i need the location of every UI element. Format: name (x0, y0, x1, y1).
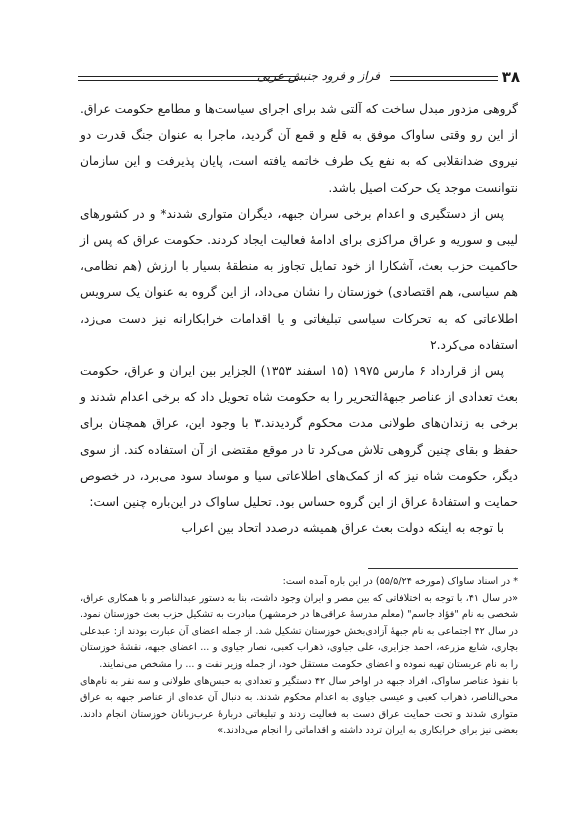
footnote-line: * در اسناد ساواک (مورخه ۵۵/۵/۲۴) در این باره آمده است: (282, 576, 518, 587)
footnotes (80, 574, 518, 740)
page-header (78, 68, 520, 90)
page-number: ۳۸ (501, 68, 520, 86)
running-title: فراز و فرود جنبش عربی (256, 69, 380, 83)
paragraph: پس از دستگیری و اعدام برخی سران جبهه، دیگران متواری شدند* و در کشورهای لیبی و سوریه و عراق مراکزی برای ادامهٔ فعالیت ایجاد کردند. حکومت عراق که پس از حاکمیت حزب بعث، آشکارا از خود تمایل تجاوز به منطقهٔ بسیار با ارزش (هم نظامی، هم سیاسی، هم اقتصادی) خوزستان را نشان می‌داد، از این گروه به عنوان یک سرویس اطلاعاتی که به تحرکات سیاسی تبلیغاتی و یا اقدامات خرابکارانه نیز دست می‌زد، استفاده می‌کرد.۲ (80, 206, 518, 352)
main-text (80, 96, 518, 541)
header-rule-left (78, 76, 298, 81)
paragraph: گروهی مزدور مبدل ساخت که آلتی شد برای اجرای سیاست‌ها و مطامع حکومت عراق. از این رو وقتی ساواک موفق به قلع و قمع آن گردید، ماجرا به عنوان جنگ قدرت دو نیروی ضدانقلابی که به نفع یک طرف خاتمه یافته است، پایان پذیرفت و این سازمان نتوانست موجد یک حرکت اصیل باشد. (80, 102, 518, 195)
header-rule-right (390, 76, 498, 81)
paragraph: پس از قرارداد ۶ مارس ۱۹۷۵ (۱۵ اسفند ۱۳۵۳) الجزایر بین ایران و عراق، حکومت بعث تعدادی از عناصر جبههٔ‌التحریر را به حکومت شاه تحویل داد که برخی اعدام شدند و برخی به زندان‌های طولانی مدت محکوم گردیدند.۳ با وجود این، عراق همچنان برای حفظ و بقای چنین گروهی تلاش می‌کرد تا در موقع مقتضی از آن استفاده کند. از سوی دیگر، حکومت شاه نیز که از کمک‌های اطلاعاتی سیا و موساد سود می‌برد، در خصوص حمایت و استفادهٔ عراق از این گروه حساس بود. تحلیل ساواک در این‌باره چنین است: (80, 364, 518, 510)
paragraph: با توجه به اینکه دولت بعث عراق همیشه درصدد اتحاد بین اعراب (181, 521, 504, 536)
footnote-line: «در سال ۴۱، با توجه به اختلافاتی که بین مصر و ایران وجود داشت، بنا به دستور عبدالناصر و با همکاری عراق، شخصی به نام "فؤاد جاسم" (معلم مدرسهٔ عراقی‌ها در خرمشهر) مبادرت به تشکیل حزب بعث خوزستان نمود. در سال ۴۲ اجتماعی به نام جبههٔ آزادی‌بخش خوزستان تشکیل شد. از جمله اعضای آن عبارت بودند از: عبدعلی بچاری، شایع مزرعه، احمد جزایری، علی جیاوی، ذهراب کعبی، نصار جیاوی و ... اعضای جبهه، نقشهٔ خوزستان را به نام عربستان تهیه نموده و اعضای حکومت مستقل خود، از جمله وزیر نفت و ... را مشخص می‌نمایند. (80, 592, 518, 670)
footnote-line: با نفوذ عناصر ساواک، افراد جبهه در اواخر سال ۴۲ دستگیر و تعدادی به حبس‌های طولانی و سه نفر به نام‌های محی‌الناصر، ذهراب کعبی و عیسی جیاوی به اعدام محکوم شدند. به دنبال آن عده‌ای از عناصر جبهه به عراق متواری شدند و تحت حمایت عراق دست به فعالیت زدند و تبلیغاتی دربارهٔ عرب‌زبانان خوزستان انجام دادند. بعضی نیز برای خرابکاری به ایران تردد داشته و اقداماتی را انجام می‌دادند.» (80, 675, 518, 737)
footnote-separator (368, 568, 518, 569)
